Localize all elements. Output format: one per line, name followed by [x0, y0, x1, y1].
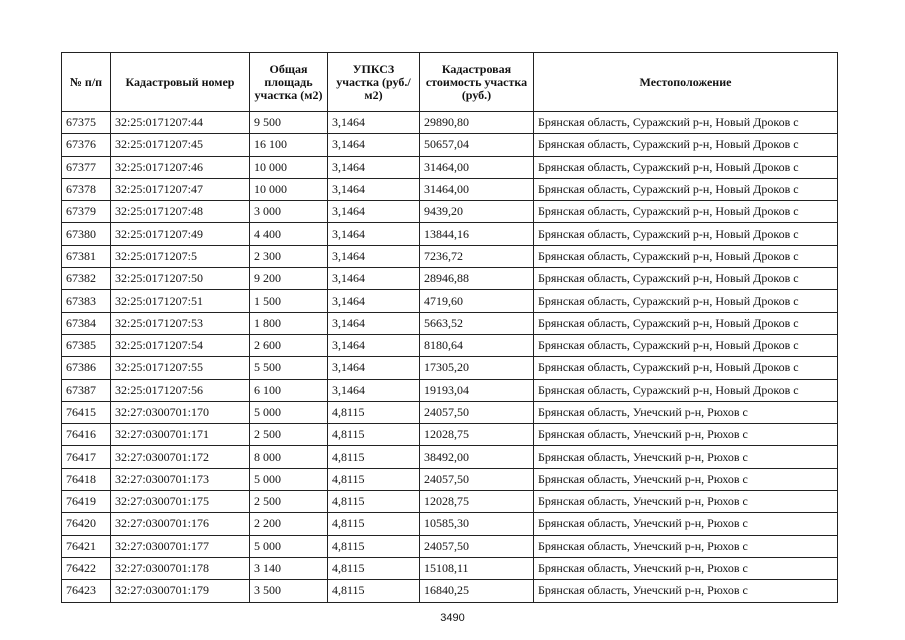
cell-cadastral-value: 13844,16	[420, 223, 534, 245]
cell-cadastral-value: 4719,60	[420, 290, 534, 312]
table-row	[62, 134, 838, 156]
table-row	[62, 223, 838, 245]
cell-cadastral-number: 32:25:0171207:51	[111, 290, 250, 312]
table-row	[62, 245, 838, 267]
cell-location: Брянская область, Унечский р-н, Рюхов с	[534, 468, 838, 490]
cell-upksz: 4,8115	[328, 491, 420, 513]
cell-cadastral-value: 24057,50	[420, 401, 534, 423]
cell-location: Брянская область, Суражский р-н, Новый Дроков с	[534, 268, 838, 290]
cell-index: 76423	[62, 580, 111, 602]
table-row	[62, 535, 838, 557]
cell-location: Брянская область, Суражский р-н, Новый Дроков с	[534, 312, 838, 334]
cell-index: 76421	[62, 535, 111, 557]
cell-index: 67379	[62, 201, 111, 223]
cell-location: Брянская область, Суражский р-н, Новый Дроков с	[534, 134, 838, 156]
cell-upksz: 3,1464	[328, 379, 420, 401]
cell-location: Брянская область, Унечский р-н, Рюхов с	[534, 535, 838, 557]
cell-index: 67381	[62, 245, 111, 267]
cell-area: 6 100	[250, 379, 328, 401]
cell-index: 67386	[62, 357, 111, 379]
cell-cadastral-value: 50657,04	[420, 134, 534, 156]
table-row	[62, 468, 838, 490]
cell-upksz: 3,1464	[328, 112, 420, 134]
cell-location: Брянская область, Суражский р-н, Новый Дроков с	[534, 290, 838, 312]
cell-upksz: 4,8115	[328, 424, 420, 446]
cell-area: 16 100	[250, 134, 328, 156]
cell-upksz: 4,8115	[328, 557, 420, 579]
table-row	[62, 178, 838, 200]
header-upksz: УПКСЗ участка (руб./м2)	[328, 53, 420, 112]
cell-index: 67387	[62, 379, 111, 401]
cell-upksz: 3,1464	[328, 134, 420, 156]
cell-cadastral-value: 31464,00	[420, 178, 534, 200]
cell-upksz: 3,1464	[328, 268, 420, 290]
cell-index: 67383	[62, 290, 111, 312]
table-row	[62, 580, 838, 602]
table-row	[62, 268, 838, 290]
cell-cadastral-value: 31464,00	[420, 156, 534, 178]
cell-index: 76419	[62, 491, 111, 513]
cell-cadastral-number: 32:25:0171207:44	[111, 112, 250, 134]
cell-cadastral-number: 32:25:0171207:47	[111, 178, 250, 200]
cell-cadastral-number: 32:25:0171207:53	[111, 312, 250, 334]
table-row	[62, 312, 838, 334]
cell-upksz: 4,8115	[328, 468, 420, 490]
cell-area: 2 300	[250, 245, 328, 267]
cell-cadastral-value: 29890,80	[420, 112, 534, 134]
cell-upksz: 3,1464	[328, 156, 420, 178]
cell-cadastral-number: 32:25:0171207:46	[111, 156, 250, 178]
cell-area: 8 000	[250, 446, 328, 468]
cell-cadastral-number: 32:27:0300701:170	[111, 401, 250, 423]
cell-cadastral-value: 28946,88	[420, 268, 534, 290]
table-row	[62, 379, 838, 401]
cell-cadastral-value: 8180,64	[420, 334, 534, 356]
cell-upksz: 3,1464	[328, 178, 420, 200]
cell-location: Брянская область, Унечский р-н, Рюхов с	[534, 424, 838, 446]
page-number: 3490	[440, 612, 465, 624]
table-row	[62, 357, 838, 379]
header-index: № п/п	[62, 53, 111, 112]
cell-upksz: 3,1464	[328, 245, 420, 267]
cell-upksz: 4,8115	[328, 580, 420, 602]
cell-area: 5 000	[250, 535, 328, 557]
cell-location: Брянская область, Суражский р-н, Новый Дроков с	[534, 357, 838, 379]
cell-location: Брянская область, Суражский р-н, Новый Дроков с	[534, 223, 838, 245]
cell-upksz: 4,8115	[328, 401, 420, 423]
cell-cadastral-number: 32:25:0171207:55	[111, 357, 250, 379]
cell-location: Брянская область, Суражский р-н, Новый Дроков с	[534, 156, 838, 178]
header-cadastral-value: Кадастровая стоимость участка (руб.)	[420, 53, 534, 112]
cell-area: 3 500	[250, 580, 328, 602]
table-header-row	[62, 53, 838, 112]
cell-cadastral-value: 12028,75	[420, 491, 534, 513]
cell-cadastral-value: 15108,11	[420, 557, 534, 579]
header-cadastral-number: Кадастровый номер	[111, 53, 250, 112]
cell-cadastral-number: 32:27:0300701:171	[111, 424, 250, 446]
cell-upksz: 4,8115	[328, 535, 420, 557]
cell-upksz: 4,8115	[328, 446, 420, 468]
cell-area: 10 000	[250, 156, 328, 178]
cell-location: Брянская область, Суражский р-н, Новый Дроков с	[534, 245, 838, 267]
cell-area: 2 500	[250, 491, 328, 513]
cell-upksz: 3,1464	[328, 334, 420, 356]
cell-cadastral-number: 32:27:0300701:177	[111, 535, 250, 557]
cell-upksz: 3,1464	[328, 312, 420, 334]
header-area: Общая площадь участка (м2)	[250, 53, 328, 112]
cell-cadastral-number: 32:27:0300701:178	[111, 557, 250, 579]
table-row	[62, 513, 838, 535]
cell-cadastral-number: 32:25:0171207:54	[111, 334, 250, 356]
cell-area: 1 800	[250, 312, 328, 334]
cell-index: 76418	[62, 468, 111, 490]
table-row	[62, 201, 838, 223]
cell-cadastral-value: 38492,00	[420, 446, 534, 468]
table-row	[62, 424, 838, 446]
cell-location: Брянская область, Суражский р-н, Новый Дроков с	[534, 112, 838, 134]
cell-location: Брянская область, Суражский р-н, Новый Дроков с	[534, 379, 838, 401]
cell-cadastral-number: 32:27:0300701:172	[111, 446, 250, 468]
cell-cadastral-value: 5663,52	[420, 312, 534, 334]
cadastral-table	[61, 52, 838, 603]
table-body	[62, 112, 838, 603]
cell-cadastral-value: 7236,72	[420, 245, 534, 267]
cell-location: Брянская область, Унечский р-н, Рюхов с	[534, 580, 838, 602]
cell-cadastral-number: 32:25:0171207:48	[111, 201, 250, 223]
cell-cadastral-value: 10585,30	[420, 513, 534, 535]
cell-index: 67375	[62, 112, 111, 134]
cell-cadastral-value: 12028,75	[420, 424, 534, 446]
cell-location: Брянская область, Унечский р-н, Рюхов с	[534, 491, 838, 513]
cell-index: 67377	[62, 156, 111, 178]
table-row	[62, 557, 838, 579]
cell-area: 5 000	[250, 401, 328, 423]
cell-location: Брянская область, Суражский р-н, Новый Дроков с	[534, 201, 838, 223]
cell-location: Брянская область, Унечский р-н, Рюхов с	[534, 401, 838, 423]
cell-area: 10 000	[250, 178, 328, 200]
cell-area: 9 200	[250, 268, 328, 290]
cell-area: 2 500	[250, 424, 328, 446]
cell-index: 67380	[62, 223, 111, 245]
cell-location: Брянская область, Унечский р-н, Рюхов с	[534, 446, 838, 468]
table-row	[62, 401, 838, 423]
cell-upksz: 3,1464	[328, 357, 420, 379]
cell-cadastral-number: 32:25:0171207:56	[111, 379, 250, 401]
cell-upksz: 3,1464	[328, 290, 420, 312]
cell-index: 67376	[62, 134, 111, 156]
cell-index: 67385	[62, 334, 111, 356]
cell-index: 76422	[62, 557, 111, 579]
cell-area: 1 500	[250, 290, 328, 312]
cell-cadastral-number: 32:25:0171207:49	[111, 223, 250, 245]
cell-index: 76416	[62, 424, 111, 446]
cell-cadastral-number: 32:27:0300701:175	[111, 491, 250, 513]
cell-upksz: 4,8115	[328, 513, 420, 535]
table-row	[62, 112, 838, 134]
cell-index: 76417	[62, 446, 111, 468]
cell-index: 76420	[62, 513, 111, 535]
cell-index: 67384	[62, 312, 111, 334]
cell-location: Брянская область, Унечский р-н, Рюхов с	[534, 513, 838, 535]
cell-cadastral-number: 32:27:0300701:173	[111, 468, 250, 490]
cell-index: 76415	[62, 401, 111, 423]
cell-cadastral-value: 24057,50	[420, 468, 534, 490]
cell-location: Брянская область, Унечский р-н, Рюхов с	[534, 557, 838, 579]
cell-cadastral-number: 32:25:0171207:5	[111, 245, 250, 267]
cell-area: 9 500	[250, 112, 328, 134]
cell-area: 4 400	[250, 223, 328, 245]
cell-upksz: 3,1464	[328, 201, 420, 223]
table-row	[62, 491, 838, 513]
cell-area: 3 140	[250, 557, 328, 579]
cell-index: 67378	[62, 178, 111, 200]
cell-cadastral-number: 32:25:0171207:50	[111, 268, 250, 290]
table-row	[62, 290, 838, 312]
cell-cadastral-value: 24057,50	[420, 535, 534, 557]
cell-area: 2 200	[250, 513, 328, 535]
cell-area: 3 000	[250, 201, 328, 223]
cell-upksz: 3,1464	[328, 223, 420, 245]
cell-cadastral-value: 17305,20	[420, 357, 534, 379]
table-row	[62, 446, 838, 468]
cell-index: 67382	[62, 268, 111, 290]
header-location: Местоположение	[534, 53, 838, 112]
cell-cadastral-number: 32:27:0300701:176	[111, 513, 250, 535]
cell-area: 5 000	[250, 468, 328, 490]
cell-cadastral-value: 19193,04	[420, 379, 534, 401]
table-row	[62, 334, 838, 356]
cell-cadastral-value: 9439,20	[420, 201, 534, 223]
cell-location: Брянская область, Суражский р-н, Новый Дроков с	[534, 334, 838, 356]
cell-cadastral-number: 32:25:0171207:45	[111, 134, 250, 156]
table-row	[62, 156, 838, 178]
cell-location: Брянская область, Суражский р-н, Новый Дроков с	[534, 178, 838, 200]
cell-area: 2 600	[250, 334, 328, 356]
cell-cadastral-number: 32:27:0300701:179	[111, 580, 250, 602]
cell-area: 5 500	[250, 357, 328, 379]
cell-cadastral-value: 16840,25	[420, 580, 534, 602]
